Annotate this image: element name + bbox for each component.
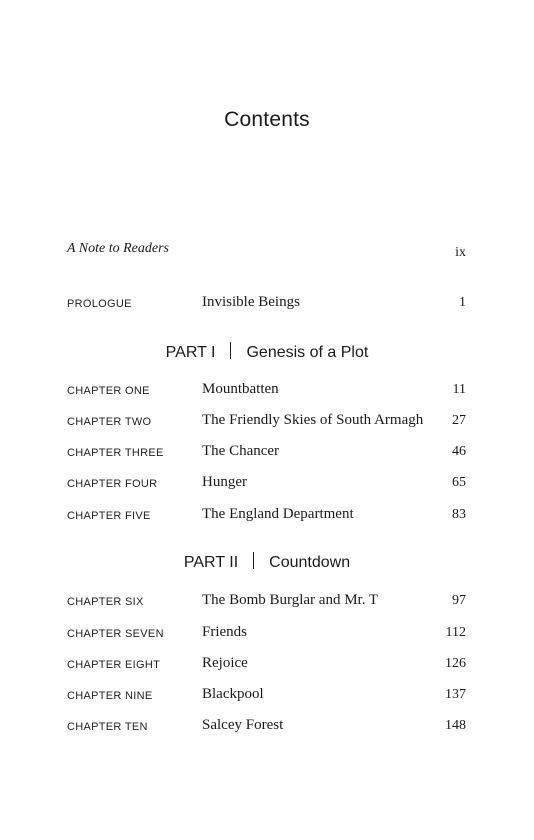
entry-page: 112	[445, 625, 466, 640]
entry-page: 1	[459, 295, 466, 310]
entry-page: 11	[452, 382, 466, 397]
part-heading-2	[0, 552, 534, 576]
entry-page: ix	[455, 245, 466, 260]
entry-page: 148	[445, 718, 466, 733]
entry-label: PROLOGUE	[67, 298, 132, 310]
entry-label: CHAPTER THREE	[67, 447, 164, 459]
entry-page: 46	[452, 444, 466, 459]
toc-entry-chapter[interactable]	[0, 506, 534, 528]
entry-label: CHAPTER SIX	[67, 596, 144, 608]
part-separator	[230, 342, 231, 359]
entry-title: Salcey Forest	[202, 717, 284, 733]
entry-label: CHAPTER NINE	[67, 690, 153, 702]
entry-page: 97	[452, 593, 466, 608]
entry-title: Hunger	[202, 474, 247, 490]
part-number: PART II	[183, 554, 239, 571]
entry-label: CHAPTER FIVE	[67, 510, 151, 522]
toc-entry-chapter[interactable]	[0, 381, 534, 403]
part-name: Countdown	[269, 554, 351, 571]
toc-entry-chapter[interactable]	[0, 686, 534, 708]
toc-entry-chapter[interactable]	[0, 443, 534, 465]
entry-label: CHAPTER TEN	[67, 721, 148, 733]
toc-entry-note[interactable]	[0, 241, 534, 263]
entry-label: CHAPTER TWO	[67, 416, 152, 428]
toc-entry-prologue[interactable]	[0, 294, 534, 316]
entry-page: 27	[452, 413, 466, 428]
entry-label: CHAPTER EIGHT	[67, 659, 161, 671]
entry-page: 137	[445, 687, 466, 702]
page-title: Contents	[224, 108, 310, 131]
part-heading-1	[0, 342, 534, 366]
entry-label: CHAPTER FOUR	[67, 478, 158, 490]
toc-entry-chapter[interactable]	[0, 592, 534, 614]
entry-title: Mountbatten	[202, 381, 279, 397]
toc-entry-chapter[interactable]	[0, 474, 534, 496]
entry-label: CHAPTER SEVEN	[67, 628, 164, 640]
part-separator	[253, 552, 254, 569]
entry-page: 65	[452, 475, 466, 490]
part-number: PART I	[165, 344, 216, 361]
toc-entry-chapter[interactable]	[0, 655, 534, 677]
entry-title: The Friendly Skies of South Armagh	[202, 412, 424, 428]
entry-label: CHAPTER ONE	[67, 385, 150, 397]
entry-title: Rejoice	[202, 655, 248, 671]
entry-title: The Chancer	[202, 443, 280, 459]
entry-page: 126	[445, 656, 466, 671]
part-name: Genesis of a Plot	[246, 344, 369, 361]
entry-title: Blackpool	[202, 686, 264, 702]
toc-entry-chapter[interactable]	[0, 412, 534, 434]
entry-page: 83	[452, 507, 466, 522]
toc-entry-chapter[interactable]	[0, 717, 534, 739]
entry-title: Invisible Beings	[202, 294, 300, 310]
entry-title: The England Department	[202, 506, 354, 522]
entry-title: A Note to Readers	[67, 241, 170, 256]
entry-title: Friends	[202, 624, 247, 640]
toc-entry-chapter[interactable]	[0, 624, 534, 646]
entry-title: The Bomb Burglar and Mr. T	[202, 592, 379, 608]
